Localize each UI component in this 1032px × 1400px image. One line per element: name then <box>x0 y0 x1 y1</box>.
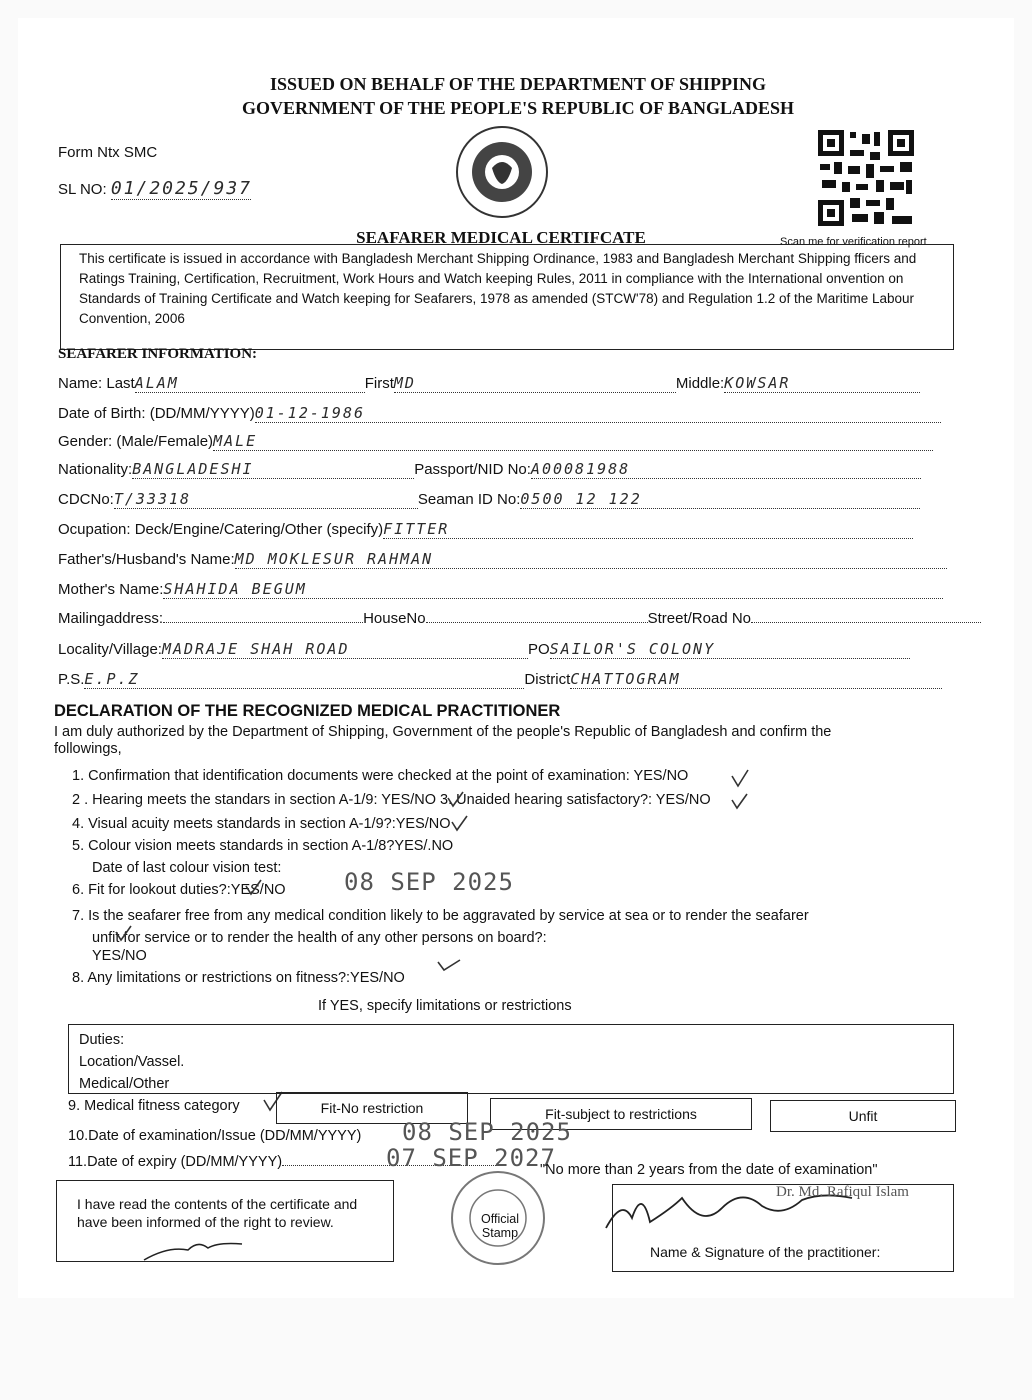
item-7-line-3: YES/NO <box>92 948 147 964</box>
item-8: 8. Any limitations or restrictions on fitness?:YES/NO <box>72 970 405 986</box>
limitations-box <box>68 1024 954 1094</box>
locality-value: MADRAJE SHAH ROAD <box>162 640 528 659</box>
nationality-value: BANGLADESHI <box>132 460 414 479</box>
practitioner-stamp-name: Dr. Md. Rafiqul Islam <box>776 1184 909 1200</box>
sl-value: 01/2025/937 <box>110 178 253 199</box>
seafarer-info-heading: SEAFARER INFORMATION: <box>58 346 258 362</box>
cdc-label: CDCNo: <box>58 491 114 508</box>
practitioner-caption: Name & Signature of the practitioner: <box>650 1244 881 1260</box>
gender-row <box>58 432 933 451</box>
ps-label: P.S. <box>58 671 85 688</box>
last-name-value: ALAM <box>135 374 365 393</box>
sl-label: SL NO: <box>58 181 107 198</box>
name-row <box>58 374 920 393</box>
seafarer-signature-icon <box>138 1226 248 1266</box>
limit-medical: Medical/Other <box>79 1076 170 1092</box>
mother-value: SHAHIDA BEGUM <box>163 580 943 599</box>
fit-no-restriction-option[interactable]: Fit-No restriction <box>276 1092 468 1124</box>
mailing-row <box>58 610 981 627</box>
check-mark-1 <box>732 770 748 786</box>
nationality-label: Nationality: <box>58 461 133 478</box>
expiry-note: "No more than 2 years from the date of examination" <box>540 1162 878 1178</box>
intro-box <box>60 244 954 350</box>
if-yes-caption: If YES, specify limitations or restrictions <box>318 998 572 1014</box>
declaration-intro: I am duly authorized by the Department of Shipping, Government of the people's Republic of Bangladesh and confirm the followings, <box>54 724 832 757</box>
po-value: SAILOR'S COLONY <box>550 640 910 659</box>
mailing-value <box>163 622 363 623</box>
passport-label: Passport/NID No: <box>414 461 531 478</box>
exam-date-label: 10.Date of examination/Issue (DD/MM/YYYY) <box>68 1128 362 1144</box>
father-value: MD MOKLESUR RAHMAN <box>235 550 947 569</box>
header-line-1: ISSUED ON BEHALF OF THE DEPARTMENT OF SHIPPING <box>270 74 766 94</box>
po-label: PO <box>527 641 550 658</box>
limit-location: Location/Vassel. <box>79 1054 185 1070</box>
item-6: 6. Fit for lookout duties?:YES/NO <box>72 882 286 898</box>
house-label: HouseNo <box>363 610 426 627</box>
intro-text: This certificate is issued in accordance with Bangladesh Merchant Shipping Ordinance, 1983 and Bangladesh Merchant Shipping fficers and Ratings Training, Certification, Recruitment, Work Hours and Watch keeping Rules, 2011 in compliance with the International onvention on Standards of Training Certificate and Watch keeping for Seafarers, 1978 as amended (STCW'78) and Regulation 1.2 of the Maritime Labour Convention, 2006 <box>79 251 917 326</box>
nationality-row <box>58 460 921 479</box>
street-label: Street/Road No <box>647 610 751 627</box>
header-line-2: GOVERNMENT OF THE PEOPLE'S REPUBLIC OF BANGLADESH <box>241 98 795 118</box>
ps-value: E.P.Z <box>84 670 524 689</box>
mailing-label: Mailingaddress: <box>58 610 164 627</box>
cdc-row <box>58 490 920 509</box>
check-mark-4 <box>452 816 467 830</box>
acknowledgement-text: I have read the contents of the certificate and have been informed of the right to review. <box>77 1196 358 1230</box>
item-2-3: 2 . Hearing meets the standars in section A-1/9: YES/NO 3. Unaided hearing satisfactory?: YES/NO <box>72 792 711 808</box>
middle-name-label: Middle: <box>675 375 725 392</box>
check-mark-3 <box>732 794 747 808</box>
sl-number <box>58 178 251 200</box>
limit-duties: Duties: <box>79 1032 125 1048</box>
expiry-date-stamp: 07 SEP 2027 <box>386 1144 556 1172</box>
unfit-option[interactable]: Unfit <box>770 1100 956 1132</box>
dob-value: 01-12-1986 <box>255 404 941 423</box>
form-reference: Form Ntx SMC <box>58 144 158 161</box>
locality-label: Locality/Village: <box>58 641 162 658</box>
district-value: CHATTOGRAM <box>570 670 942 689</box>
first-name-value: MD <box>394 374 676 393</box>
passport-value: A00081988 <box>531 460 921 479</box>
official-stamp-label: Official Stamp <box>481 1212 519 1240</box>
certificate-title: SEAFARER MEDICAL CERTIFCATE <box>356 228 646 247</box>
item-7-line-1: 7. Is the seafarer free from any medical condition likely to be aggravated by service at sea or to render the seafarer <box>72 908 809 924</box>
ps-row <box>58 670 942 689</box>
certificate-page <box>18 18 1014 1298</box>
gender-label: Gender: (Male/Female) <box>58 433 214 450</box>
mother-row <box>58 580 943 599</box>
street-value <box>751 622 981 623</box>
first-name-label: First <box>364 375 394 392</box>
exam-date-stamp: 08 SEP 2025 <box>402 1118 572 1146</box>
seaman-id-label: Seaman ID No: <box>417 491 521 508</box>
item-5-colour-date-label: Date of last colour vision test: <box>92 860 282 876</box>
item-5: 5. Colour vision meets standards in section A-1/8?YES/.NO <box>72 838 454 854</box>
occupation-label: Ocupation: Deck/Engine/Catering/Other (specify) <box>58 521 384 538</box>
district-label: District <box>524 671 571 688</box>
item-1: 1. Confirmation that identification documents were checked at the point of examination: YES/NO <box>72 768 689 784</box>
check-mark-8 <box>438 960 460 970</box>
fitness-category-label: 9. Medical fitness category <box>68 1098 240 1114</box>
mother-label: Mother's Name: <box>58 581 164 598</box>
item-4: 4. Visual acuity meets standards in section A-1/9?:YES/NO <box>72 816 451 832</box>
father-row <box>58 550 947 569</box>
house-value <box>426 622 648 623</box>
qr-caption: Scan me for verification report <box>780 236 927 248</box>
father-label: Father's/Husband's Name: <box>58 551 235 568</box>
seaman-id-value: 0500 12 122 <box>520 490 920 509</box>
dob-row <box>58 404 941 423</box>
fit-subject-restrictions-option[interactable]: Fit-subject to restrictions <box>490 1098 752 1130</box>
declaration-heading: DECLARATION OF THE RECOGNIZED MEDICAL PRACTITIONER <box>54 702 561 720</box>
occupation-row <box>58 520 913 539</box>
colour-vision-date-stamp: 08 SEP 2025 <box>344 868 514 896</box>
locality-row <box>58 640 910 659</box>
occupation-value: FITTER <box>383 520 913 539</box>
middle-name-value: KOWSAR <box>724 374 920 393</box>
dob-label: Date of Birth: (DD/MM/YYYY) <box>58 405 255 422</box>
gender-value: MALE <box>213 432 933 451</box>
item-7-line-2: unfit for service or to render the health of any other persons on board?: <box>92 930 547 946</box>
qr-code-icon[interactable] <box>818 130 914 226</box>
expiry-label-text: 11.Date of expiry (DD/MM/YYYY) <box>68 1154 283 1170</box>
cdc-value: T/33318 <box>114 490 418 509</box>
last-name-label: Name: Last <box>58 375 135 392</box>
government-seal-icon <box>454 124 550 220</box>
